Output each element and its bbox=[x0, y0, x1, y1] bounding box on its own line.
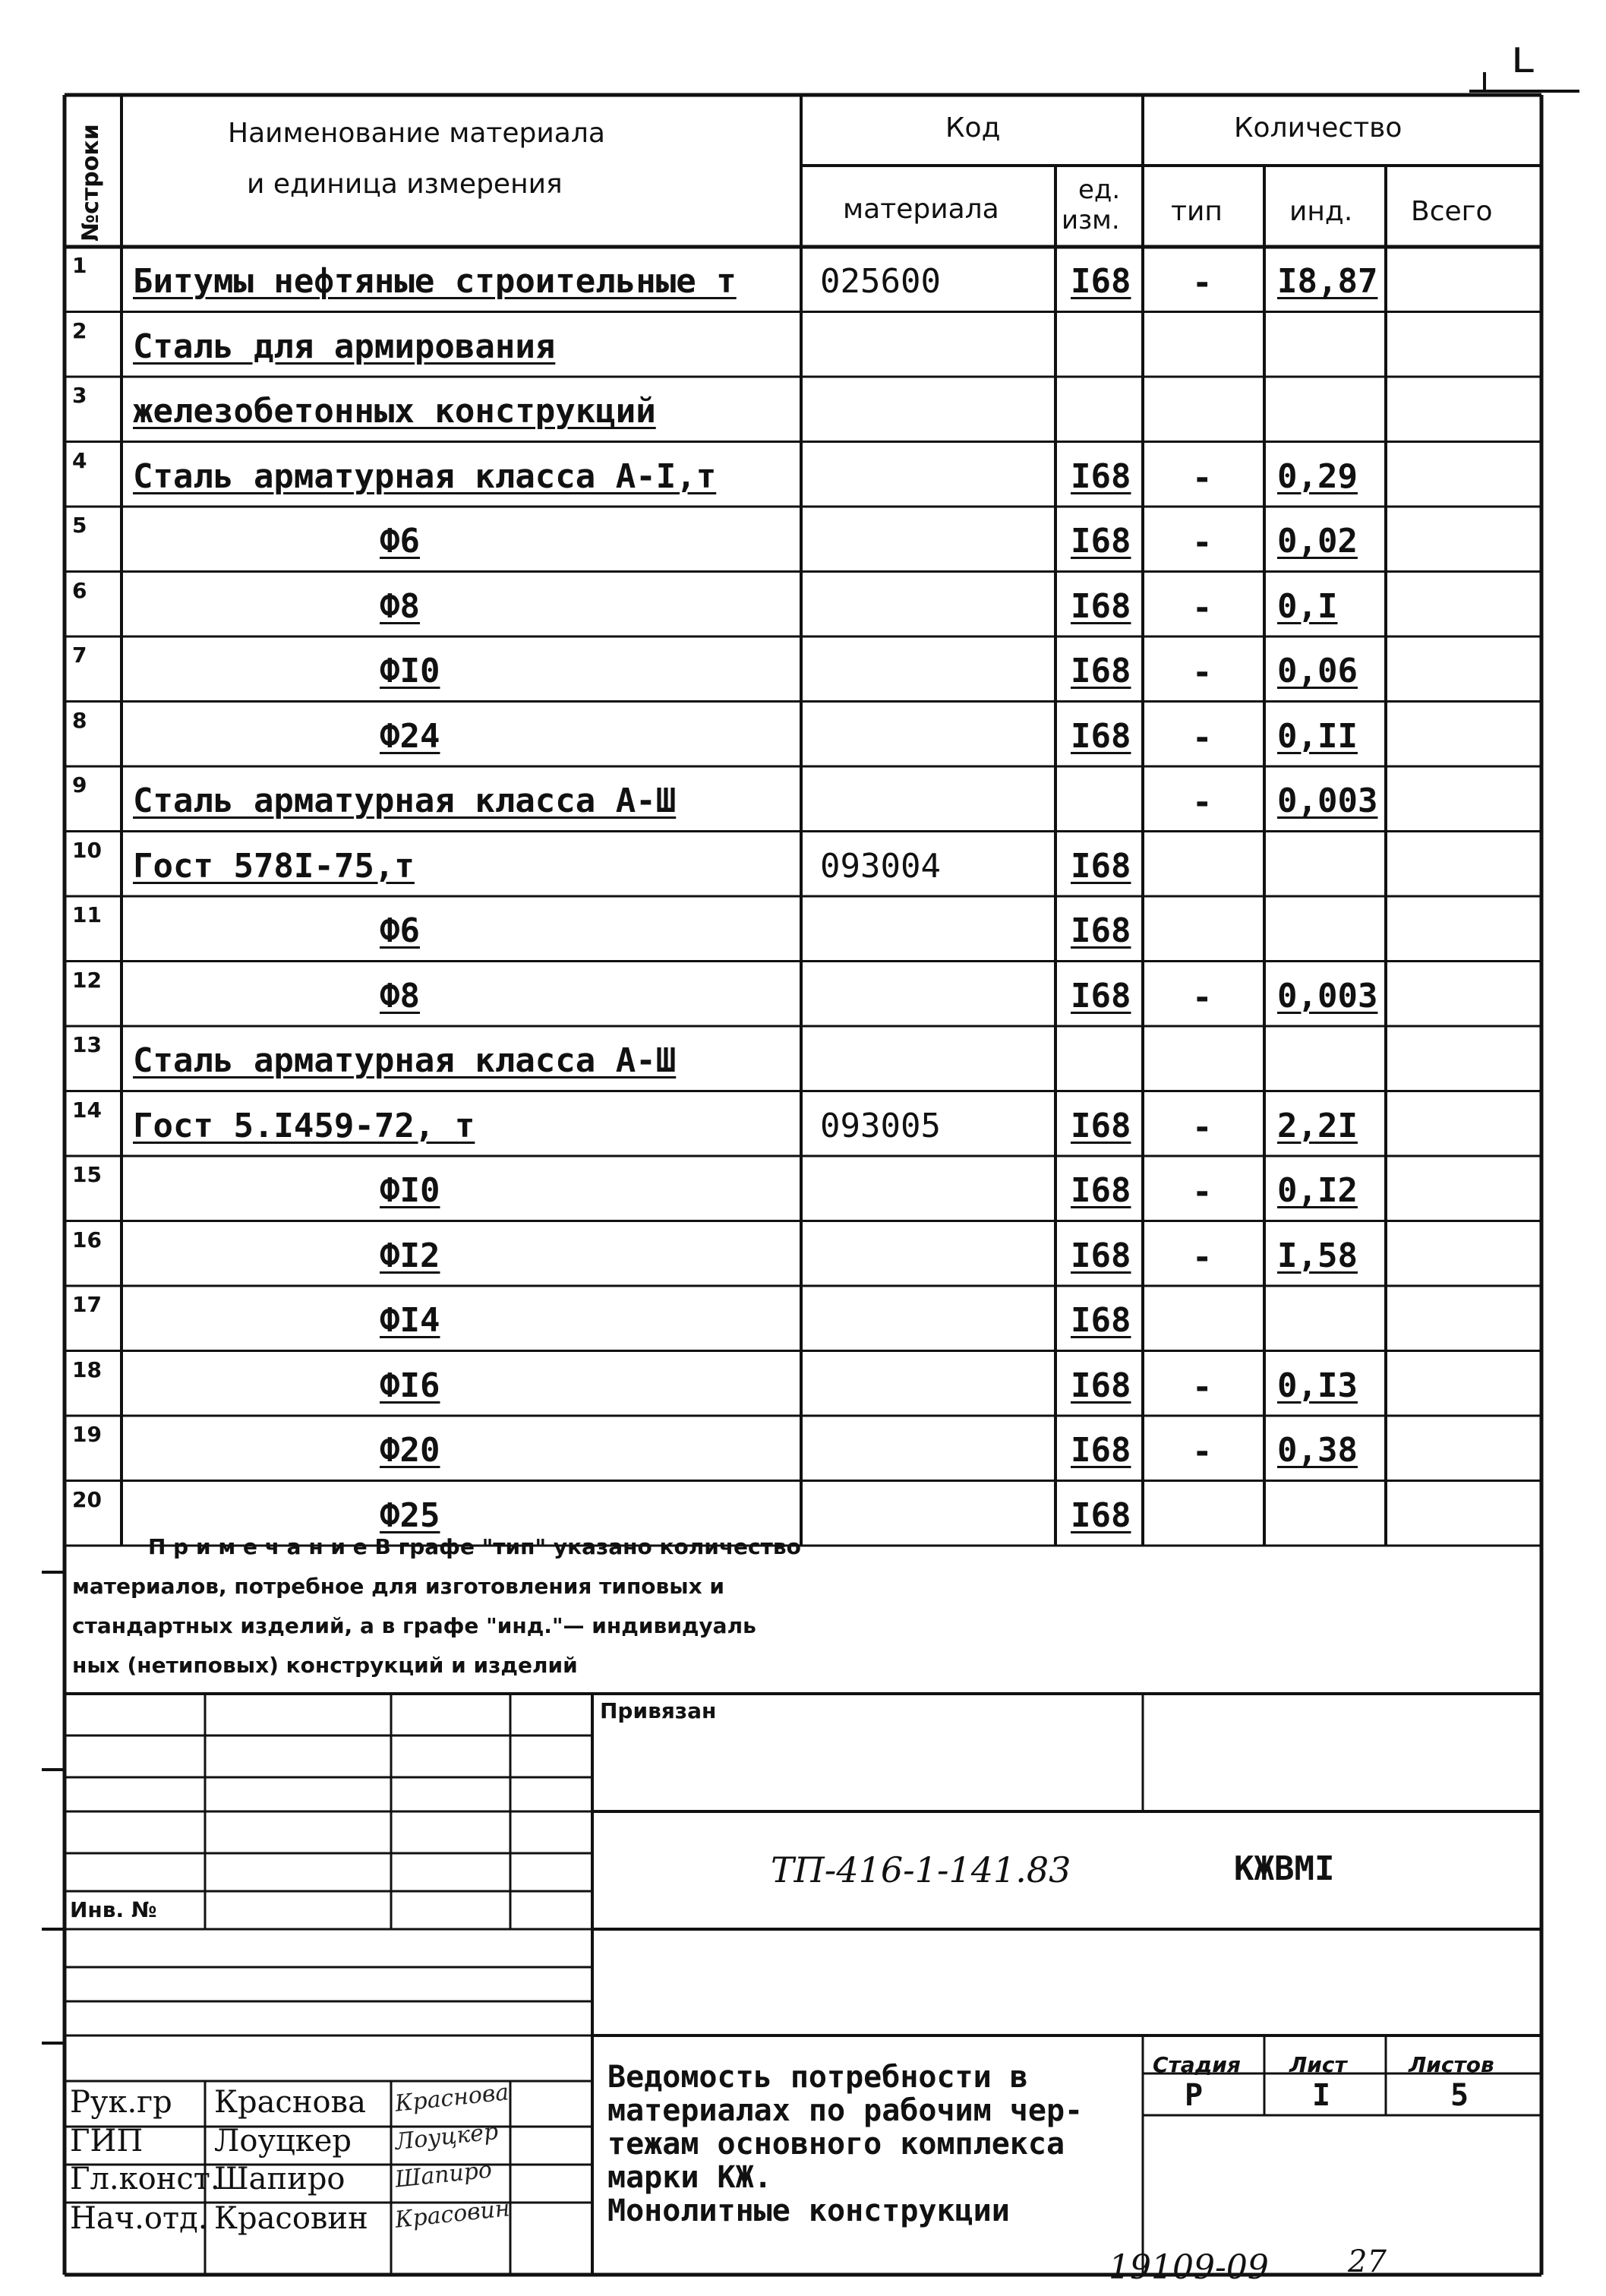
signature: Красовин bbox=[393, 2195, 512, 2234]
qty-individual: 0,I bbox=[1277, 586, 1338, 626]
note-line-1: П р и м е ч а н и е В графе "тип" указано количество bbox=[148, 1534, 801, 1559]
unit-code: I68 bbox=[1071, 586, 1131, 626]
unit-code: I68 bbox=[1071, 262, 1131, 301]
inventory-number-label: Инв. № bbox=[70, 1897, 157, 1922]
unit-code: I68 bbox=[1071, 1366, 1131, 1405]
material-name: Гост 5.I459-72, т bbox=[133, 1106, 475, 1145]
row-number: 7 bbox=[72, 643, 87, 668]
row-number: 18 bbox=[72, 1356, 102, 1382]
qty-individual: 0,003 bbox=[1277, 782, 1378, 820]
row-number: 17 bbox=[72, 1292, 102, 1317]
document-title-line-1: Ведомость потребности в bbox=[607, 2060, 1028, 2095]
signer-role: Гл.конст. bbox=[70, 2162, 220, 2197]
qty-individual: 0,003 bbox=[1277, 976, 1378, 1015]
material-name: Ф6 bbox=[380, 522, 420, 561]
unit-code: I68 bbox=[1071, 1495, 1131, 1535]
code-material-header: материала bbox=[843, 194, 999, 225]
unit-code: I68 bbox=[1071, 1431, 1131, 1470]
qty-type: - bbox=[1192, 1173, 1213, 1211]
unit-code: I68 bbox=[1071, 911, 1131, 950]
page-corner-mark: ʟ bbox=[1511, 30, 1535, 84]
qty-type: - bbox=[1192, 783, 1213, 822]
row-number: 20 bbox=[72, 1486, 102, 1512]
row-number: 15 bbox=[72, 1162, 102, 1187]
signer-name: Красовин bbox=[214, 2201, 368, 2236]
unit-code: I68 bbox=[1071, 1236, 1131, 1275]
qty-type: - bbox=[1192, 1107, 1213, 1147]
row-number: 9 bbox=[72, 772, 87, 797]
row-number: 12 bbox=[72, 967, 102, 993]
material-name: Ф24 bbox=[380, 716, 440, 756]
qty-type: - bbox=[1192, 588, 1213, 627]
document-title-line-4: марки КЖ. bbox=[607, 2160, 772, 2195]
unit-code: I68 bbox=[1071, 716, 1131, 756]
row-number: 19 bbox=[72, 1422, 102, 1447]
note-line-4: ных (нетиповых) конструкций и изделий bbox=[72, 1653, 578, 1678]
material-name: ФI2 bbox=[380, 1236, 440, 1275]
code-unit-header-2: изм. bbox=[1062, 205, 1120, 235]
material-name: железобетонных конструкций bbox=[133, 392, 656, 431]
sheet-label: Лист bbox=[1289, 2052, 1347, 2077]
document-code: ТП-416-1-141.83 bbox=[771, 1849, 1071, 1890]
stage-label: Стадия bbox=[1153, 2052, 1241, 2077]
qty-type: - bbox=[1192, 977, 1213, 1017]
document-title-line-2: материалах по рабочим чер- bbox=[607, 2093, 1084, 2128]
qty-type-header: тип bbox=[1171, 196, 1223, 227]
note-line-2: материалов, потребное для изготовления типовых и bbox=[72, 1574, 724, 1599]
row-number: 5 bbox=[72, 513, 87, 538]
qty-type: - bbox=[1192, 1432, 1213, 1471]
material-code: 093004 bbox=[820, 846, 941, 886]
signer-name: Лоуцкер bbox=[214, 2124, 352, 2159]
name-header-line2: и единица измерения bbox=[247, 169, 563, 200]
row-number: 2 bbox=[72, 317, 87, 343]
code-unit-header-1: ед. bbox=[1078, 175, 1121, 205]
signature: Лоуцкер bbox=[393, 2118, 500, 2156]
document-title-line-5: Монолитные конструкции bbox=[607, 2193, 1010, 2228]
row-number: 6 bbox=[72, 577, 87, 603]
signer-role: Рук.гр bbox=[70, 2085, 172, 2120]
row-number: 4 bbox=[72, 447, 87, 473]
material-name: Битумы нефтяные строительные т bbox=[133, 262, 737, 301]
material-name: Сталь арматурная класса А-Ш bbox=[133, 1041, 677, 1080]
document-title-line-3: тежам основного комплекса bbox=[607, 2127, 1065, 2162]
material-name: Ф8 bbox=[380, 976, 420, 1015]
unit-code: I68 bbox=[1071, 1106, 1131, 1145]
document-mark: КЖВМI bbox=[1234, 1849, 1335, 1888]
footer-number: 19109-09 bbox=[1109, 2248, 1269, 2287]
material-name: Гост 578I-75,т bbox=[133, 846, 415, 886]
qty-individual: 0,06 bbox=[1277, 652, 1358, 690]
row-number: 8 bbox=[72, 707, 87, 733]
sheets-value: 5 bbox=[1450, 2078, 1469, 2113]
signature: Краснова bbox=[393, 2079, 510, 2118]
qty-individual: 0,38 bbox=[1277, 1431, 1358, 1470]
qty-type: - bbox=[1192, 1237, 1213, 1277]
unit-code: I68 bbox=[1071, 522, 1131, 561]
signer-role: Нач.отд. bbox=[70, 2201, 208, 2236]
qty-type: - bbox=[1192, 653, 1213, 692]
row-number: 3 bbox=[72, 383, 87, 408]
tied-label: Привязан bbox=[600, 1698, 717, 1723]
unit-code: I68 bbox=[1071, 456, 1131, 496]
qty-ind-header: инд. bbox=[1289, 196, 1353, 227]
signature: Шапиро bbox=[393, 2156, 494, 2193]
unit-code: I68 bbox=[1071, 652, 1131, 690]
material-code: 093005 bbox=[820, 1106, 941, 1145]
signer-role: ГИП bbox=[70, 2124, 144, 2159]
qty-individual: I,58 bbox=[1277, 1236, 1358, 1275]
qty-type: - bbox=[1192, 523, 1213, 562]
unit-code: I68 bbox=[1071, 846, 1131, 886]
qty-individual: 2,2I bbox=[1277, 1106, 1358, 1145]
row-number-header: №строки bbox=[77, 124, 104, 242]
qty-type: - bbox=[1192, 264, 1213, 302]
qty-individual: 0,II bbox=[1277, 716, 1358, 756]
row-number: 14 bbox=[72, 1097, 102, 1123]
name-header-line1: Наименование материала bbox=[228, 118, 605, 149]
footer-page: 27 bbox=[1348, 2244, 1387, 2279]
material-name: Ф8 bbox=[380, 586, 420, 626]
qty-individual: 0,02 bbox=[1277, 522, 1358, 561]
qty-individual: I8,87 bbox=[1277, 262, 1378, 301]
material-name: ФI0 bbox=[380, 1171, 440, 1210]
unit-code: I68 bbox=[1071, 976, 1131, 1015]
material-name: Сталь для армирования bbox=[133, 327, 556, 366]
quantity-group-header: Количество bbox=[1234, 112, 1402, 144]
sheet-value: I bbox=[1312, 2078, 1331, 2113]
material-code: 025600 bbox=[820, 262, 941, 301]
signer-name: Шапиро bbox=[214, 2162, 345, 2197]
qty-individual: 0,I2 bbox=[1277, 1171, 1358, 1210]
row-number: 1 bbox=[72, 253, 87, 278]
row-number: 13 bbox=[72, 1032, 102, 1057]
qty-type: - bbox=[1192, 1367, 1213, 1407]
material-name: Ф25 bbox=[380, 1495, 440, 1535]
stage-value: Р bbox=[1185, 2078, 1204, 2113]
qty-total-header: Всего bbox=[1411, 196, 1493, 227]
material-name: Сталь арматурная класса А-Ш bbox=[133, 782, 677, 820]
note-line-3: стандартных изделий, а в графе "инд."— индивидуаль bbox=[72, 1613, 756, 1638]
material-name: ФI0 bbox=[380, 652, 440, 690]
material-name: ФI6 bbox=[380, 1366, 440, 1405]
qty-type: - bbox=[1192, 718, 1213, 757]
unit-code: I68 bbox=[1071, 1171, 1131, 1210]
row-number: 10 bbox=[72, 837, 102, 863]
material-name: Сталь арматурная класса А-I,т bbox=[133, 456, 717, 496]
qty-individual: 0,I3 bbox=[1277, 1366, 1358, 1405]
material-name: Ф6 bbox=[380, 911, 420, 950]
qty-individual: 0,29 bbox=[1277, 456, 1358, 496]
code-group-header: Код bbox=[945, 112, 1001, 144]
material-name: Ф20 bbox=[380, 1431, 440, 1470]
signer-name: Краснова bbox=[214, 2085, 366, 2120]
material-name: ФI4 bbox=[380, 1301, 440, 1340]
qty-type: - bbox=[1192, 458, 1213, 497]
row-number: 16 bbox=[72, 1227, 102, 1252]
unit-code: I68 bbox=[1071, 1301, 1131, 1340]
row-number: 11 bbox=[72, 902, 102, 927]
sheets-label: Листов bbox=[1409, 2052, 1494, 2077]
